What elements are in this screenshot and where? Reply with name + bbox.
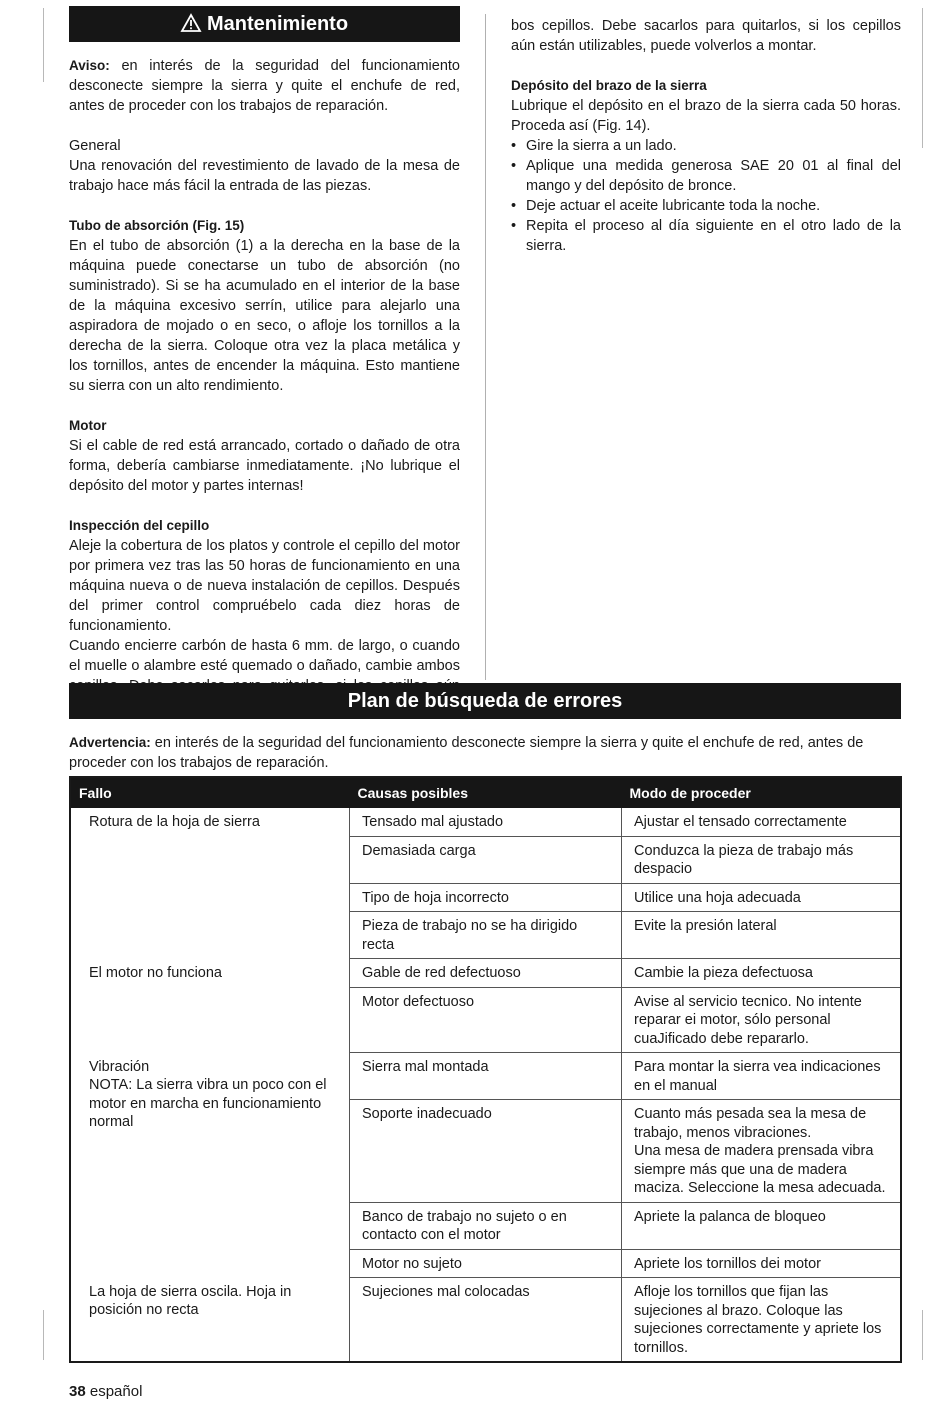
action-cell: Conduzca la pieza de trabajo más despacio xyxy=(622,836,902,883)
header-action: Modo de proceder xyxy=(622,777,902,808)
deposit-text: Lubrique el depósito en el brazo de la sierra cada 50 horas. Proceda así (Fig. 14). xyxy=(511,98,901,134)
fault-cell: Vibración NOTA: La sierra vibra un poco con el motor en marcha en funcionamiento normal xyxy=(89,1058,327,1130)
table-body xyxy=(70,808,901,1362)
action-cell: Afloje los tornillos que fijan las sujeciones al brazo. Coloque las sujeciones correctamente y apriete los tornillos. xyxy=(622,1278,902,1363)
column-divider xyxy=(485,14,486,680)
errors-title-bar xyxy=(69,683,901,719)
deposit-section xyxy=(511,76,901,256)
warning-triangle-icon xyxy=(181,8,201,44)
action-cell: Para montar la sierra vea indicaciones en el manual xyxy=(622,1053,902,1100)
brush-heading: Inspección del cepillo xyxy=(69,518,210,533)
advert-paragraph xyxy=(69,733,901,773)
maintenance-title-bar xyxy=(69,6,460,42)
left-margin-line xyxy=(43,8,44,82)
page-number: 38 xyxy=(69,1383,86,1400)
general-section xyxy=(69,136,460,196)
page-footer xyxy=(69,1383,142,1400)
cause-cell: Tipo de hoja incorrecto xyxy=(350,883,622,912)
header-causes: Causas posibles xyxy=(350,777,622,808)
maintenance-right-column xyxy=(511,16,901,256)
action-cell: Utilice una hoja adecuada xyxy=(622,883,902,912)
brush-text-continued: Cuando encierre carbón de hasta 6 mm. de largo, o cuando el muelle o alambre esté quemado o dañado, cambie ambos xyxy=(69,638,460,674)
motor-heading: Motor xyxy=(69,418,107,433)
motor-text: Si el cable de red está arrancado, cortado o dañado de otra forma, debería cambiarse inmediatamente. ¡No lubrique el depósito del motor y partes internas! xyxy=(69,438,460,494)
cause-cell: Motor defectuoso xyxy=(350,987,622,1053)
table-row xyxy=(70,1053,901,1100)
table-row xyxy=(70,959,901,988)
aviso-label: Aviso: xyxy=(69,58,110,73)
motor-section xyxy=(69,416,460,496)
action-cell: Cuanto más pesada sea la mesa de trabajo, menos vibraciones. Una mesa de madera prensada vibra siempre más que una de madera maciza. Seleccione la mesa adecuada. xyxy=(622,1100,902,1203)
advert-text: en interés de la seguridad del funcionamiento desconecte siempre la sierra y quite el enchufe de red, antes de proceder con los trabajos de reparación. xyxy=(69,735,864,771)
list-item: • Repita el proceso al día siguiente en el otro lado de la sierra. xyxy=(511,216,901,256)
maintenance-title: Mantenimiento xyxy=(206,13,349,35)
advert-label: Advertencia: xyxy=(69,735,151,750)
action-cell: Evite la presión lateral xyxy=(622,912,902,959)
action-cell: Apriete los tornillos dei motor xyxy=(622,1249,902,1278)
action-cell: Cambie la pieza defectuosa xyxy=(622,959,902,988)
fault-cell: Rotura de la hoja de sierra xyxy=(89,814,260,830)
errors-title: Plan de búsqueda de errores xyxy=(347,690,623,712)
fault-cell: El motor no funciona xyxy=(89,964,222,981)
list-item: • Gire la sierra a un lado. xyxy=(511,136,901,156)
tube-text: En el tubo de absorción (1) a la derecha en la base de la máquina puede conectarse un tubo de absorción (no suministrado). Si se ha acumulado en el interior de la base de la máquina excesivo serrín, utilice para alejarlo una aspiradora de mojado o en seco, o afloje los tornillos a la derecha de la sierra. Coloque otra vez la placa metálica y los tornillos, antes de encender la máquina. Esto mantiene su sierra con un alto rendimiento. xyxy=(69,238,460,394)
left-margin-line xyxy=(43,1310,44,1360)
action-cell: Avise al servicio tecnico. No intente reparar ei motor, sólo personal cuaJificado debe repararlo. xyxy=(622,987,902,1053)
cause-cell: Demasiada carga xyxy=(350,836,622,883)
general-heading: General xyxy=(69,138,121,154)
header-fault: Fallo xyxy=(70,777,350,808)
table-row xyxy=(70,808,901,836)
aviso-paragraph xyxy=(69,56,460,116)
cause-cell: Pieza de trabajo no se ha dirigido recta xyxy=(350,912,622,959)
table-header-row xyxy=(70,777,901,808)
right-margin-line xyxy=(922,8,923,148)
table-row xyxy=(70,1278,901,1363)
cause-cell: Sierra mal montada xyxy=(350,1053,622,1100)
cause-cell: Motor no sujeto xyxy=(350,1249,622,1278)
cause-cell: Gable de red defectuoso xyxy=(350,959,622,988)
cause-cell: Tensado mal ajustado xyxy=(350,808,622,836)
list-item: • Deje actuar el aceite lubricante toda la noche. xyxy=(511,196,901,216)
cause-cell: Soporte inadecuado xyxy=(350,1100,622,1203)
action-cell: Ajustar el tensado correctamente xyxy=(622,808,902,836)
fault-cell: La hoja de sierra oscila. Hoja in posición no recta xyxy=(89,1283,292,1318)
deposit-steps-list xyxy=(511,136,901,256)
deposit-heading: Depósito del brazo de la sierra xyxy=(511,78,707,93)
brush-section xyxy=(69,516,460,676)
list-item: • Aplique una medida generosa SAE 20 01 al final del mango y del depósito de bronce. xyxy=(511,156,901,196)
maintenance-left-column xyxy=(69,6,460,676)
page-language: español xyxy=(85,1383,143,1400)
brush-text: Aleje la cobertura de los platos y controle el cepillo del motor por primera vez tras las 50 horas de funcionamiento en una máquina nueva o de nueva instalación de cepillos. Después del primer control compruébelo cada diez horas de funcionamiento. xyxy=(69,538,460,634)
aviso-text: en interés de la seguridad del funcionamiento desconecte siempre la sierra y quite el enchufe de red, antes de proceder con los trabajos de reparación. xyxy=(69,58,460,114)
right-margin-line xyxy=(922,1310,923,1360)
cause-cell: Banco de trabajo no sujeto o en contacto con el motor xyxy=(350,1202,622,1249)
brush-text-overflow: bos cepillos. Debe sacarlos para quitarlos, si los cepillos aún están utilizables, puede volverlos a montar. xyxy=(511,18,901,54)
action-cell: Apriete la palanca de bloqueo xyxy=(622,1202,902,1249)
troubleshooting-table xyxy=(69,776,902,1363)
cause-cell: Sujeciones mal colocadas xyxy=(350,1278,622,1363)
tube-heading: Tubo de absorción (Fig. 15) xyxy=(69,218,245,233)
tube-section xyxy=(69,216,460,396)
general-text: Una renovación del revestimiento de lavado de la mesa de trabajo hace más fácil la entrada de las piezas. xyxy=(69,158,460,194)
